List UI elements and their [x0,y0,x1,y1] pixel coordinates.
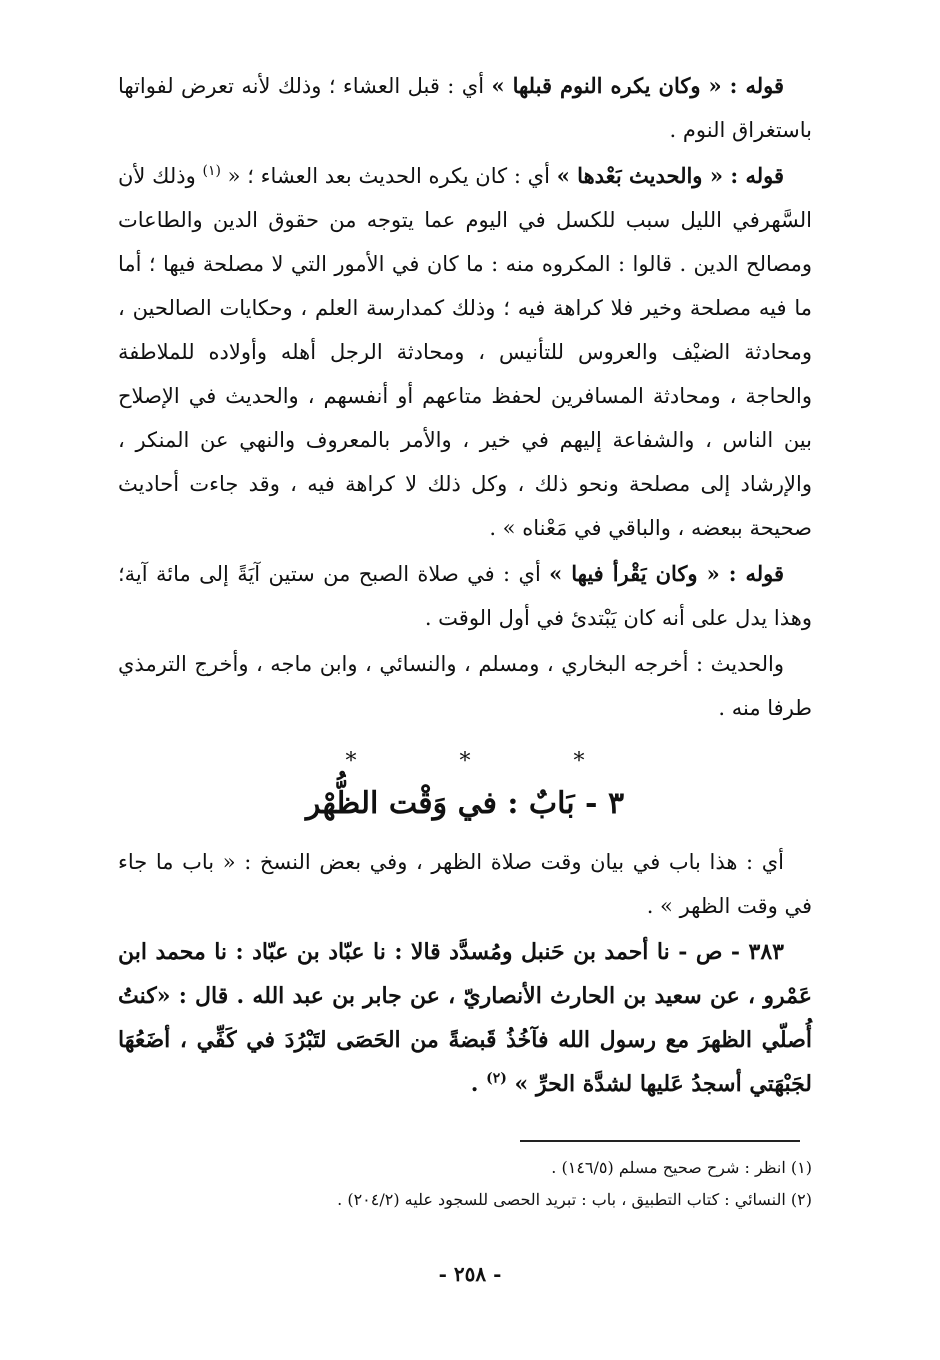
commentary-paragraph [118,642,812,730]
footnote: (٢) النسائي : كتاب التطبيق ، باب : تبريد الحصى للسجود عليه (٢٠٤/٢) . [337,1190,812,1209]
page-number: - ٢٥٨ - [438,1262,502,1286]
footnote-reference[interactable]: (٢) [486,1070,507,1087]
commentary-text: أي : كان يكره الحديث بعد العشاء ؛ « [220,164,557,188]
footnote-reference[interactable]: (١) [202,163,221,179]
quoted-phrase: قوله : « وكان يكره النوم قبلها » [491,73,785,98]
hadith-end: . [470,1071,479,1097]
commentary-text: والحديث : أخرجه البخاري ، ومسلم ، والنسائي ، وابن ماجه ، وأخرج الترمذي طرفا منه . [118,652,812,720]
footnote-separator [520,1140,800,1142]
commentary-text: أي : في صلاة الصبح من ستين آيَةً إلى مائة آية؛ وهذا يدل على أنه كان يَبْتدئ في أول الوقت . [118,562,812,630]
footnote: (١) انظر : شرح صحيح مسلم (١٤٦/٥) . [551,1158,812,1177]
chapter-intro: أي : هذا باب في بيان وقت صلاة الظهر ، وفي بعض النسخ : « باب ما جاء في وقت الظهر » . [118,850,812,918]
commentary-text: أي : قبل العشاء ؛ وذلك لأنه تعرض لفواتها باستغراق النوم . [118,74,812,142]
commentary-paragraph [118,154,812,550]
hadith-body: ٣٨٣ - ص - نا أحمد بن حَنبل ومُسدَّد قالا : نا عبّاد بن عبّاد : نا محمد ابن عَمْرو ، عن سعيد بن الحارث الأنصاريّ ، عن جابر بن عبد الله . قال : «كنتُ أُصلّي الظهرَ مع رسول الله فآخُذُ قَبضةً من الحَصَى لتَبْرُدَ في كَفِّي ، أضَعُهَا لجَبْهَتي أسجدُ عَليها لشدَّة الحرِّ » [118,939,812,1097]
chapter-title: ٣ - بَابٌ : في وَقْت الظُّهْر [305,786,625,821]
page-body [118,64,812,1106]
quoted-phrase: قوله : « وكان يَقْرأ فيها » [549,561,784,586]
footnotes [118,1152,812,1216]
commentary-text: وذلك لأن السَّهرفي الليل سبب للكسل في اليوم عما يتوجه من حقوق الدين والطاعات ومصالح الدين . قالوا : المكروه منه : ما كان في الأمور التي لا مصلحة فيها ؛ أما ما فيه مصلحة وخير فلا كراهة فيه ؛ وذلك كمدارسة العلم ، وحكايات الصالحين ، ومحادثة الضيْف والعروس للتأنيس ، ومحادثة الرجل أهله وأولاده للملاطفة والحاجة ، ومحادثة المسافرين لحفظ متاعهم أو أنفسهم ، والحديث في الإصلاح بين الناس ، والشفاعة إليهم في خير ، والأمر بالمعروف والنهي عن المنكر ، والإرشاد إلى مصلحة ونحو ذلك ، وكل ذلك لا كراهة فيه ، وقد جاءت أحاديث صحيحة ببعضه ، والباقي في مَعْناه » . [118,164,812,540]
section-divider: * * * [345,749,633,774]
commentary-paragraph [118,552,812,640]
hadith-text [118,930,812,1106]
quoted-phrase: قوله : « والحديث بَعْدها » [556,163,784,188]
commentary-paragraph [118,64,812,152]
